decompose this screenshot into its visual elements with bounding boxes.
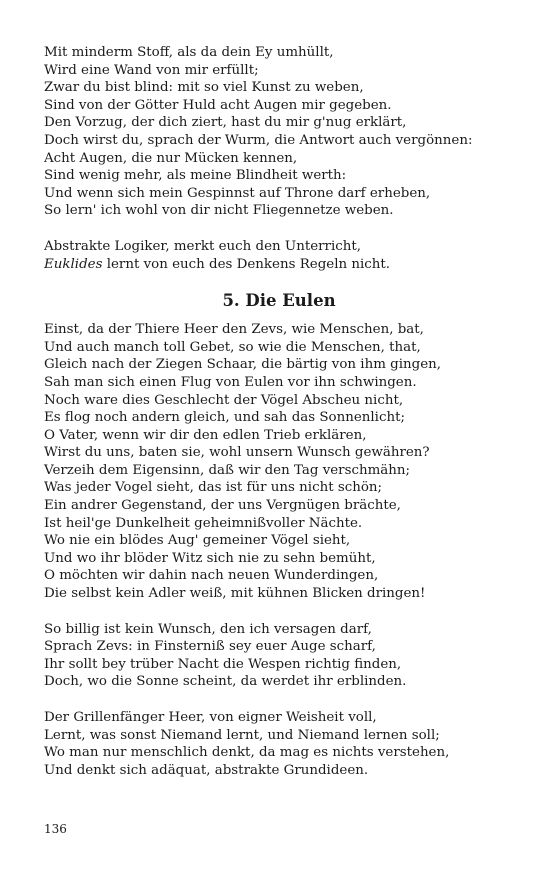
verse-line: Ist heil'ge Dunkelheit geheimnißvoller Nächte. — [44, 515, 363, 531]
verse-line: Ihr sollt bey trüber Nacht die Wespen richtig finden, — [44, 656, 402, 672]
verse-line: Und wenn sich mein Gespinnst auf Throne darf erheben, — [44, 185, 431, 201]
verse-line: Wo nie ein blödes Aug' gemeiner Vögel sieht, — [44, 533, 351, 549]
verse-line: Gleich nach der Ziegen Schaar, die bärtig von ihm gingen, — [44, 357, 442, 373]
verse-line: Und denkt sich adäquat, abstrakte Grundideen. — [44, 762, 369, 778]
stanza-owls-request — [44, 321, 514, 603]
verse-line: Sah man sich einen Flug von Eulen vor ihn schwingen. — [44, 374, 417, 390]
book-page — [44, 44, 514, 797]
verse-line: Sind von der Götter Huld acht Augen mir gegeben. — [44, 97, 392, 113]
verse-line: Verzeih dem Eigensinn, daß wir den Tag verschmähn; — [44, 462, 411, 478]
verse-line: Ein andrer Gegenstand, der uns Vergnügen brächte, — [44, 498, 401, 514]
verse-line: Abstrakte Logiker, merkt euch den Unterricht, — [44, 238, 361, 254]
verse-line: Mit minderm Stoff, als da dein Ey umhüllt, — [44, 45, 334, 60]
italic-name-euklides: Euklides — [44, 256, 103, 272]
verse-line: Was jeder Vogel sieht, das ist für uns nicht schön; — [44, 480, 383, 496]
stanza-moral-logiker — [44, 238, 514, 273]
verse-line: Acht Augen, die nur Mücken kennen, — [44, 150, 298, 166]
verse-line: Die selbst kein Adler weiß, mit kühnen Blicken dringen! — [44, 586, 426, 602]
verse-line: Sprach Zevs: in Finsterniß sey euer Auge scharf, — [44, 639, 376, 655]
verse-line: O Vater, wenn wir dir den edlen Trieb erklären, — [44, 427, 367, 443]
verse-line: So billig ist kein Wunsch, den ich versagen darf, — [44, 621, 372, 637]
stanza-zevs-answer — [44, 621, 514, 691]
verse-line: Wo man nur menschlich denkt, da mag es nichts verstehen, — [44, 745, 450, 761]
verse-line: Noch ware dies Geschlecht der Vögel Abscheu nicht, — [44, 392, 404, 408]
section-heading: 5. Die Eulen — [222, 291, 336, 311]
verse-line: Einst, da der Thiere Heer den Zevs, wie Menschen, bat, — [44, 322, 424, 338]
verse-line: Den Vorzug, der dich ziert, hast du mir g'nug erklärt, — [44, 115, 407, 131]
verse-line: O möchten wir dahin nach neuen Wunderdingen, — [44, 568, 379, 584]
verse-line: Zwar du bist blind: mit so viel Kunst zu weben, — [44, 80, 364, 96]
stanza-spider-reply — [44, 44, 514, 220]
verse-line: Doch wirst du, sprach der Wurm, die Antwort auch vergönnen: — [44, 132, 473, 148]
verse-line: Es flog noch andern gleich, und sah das Sonnenlicht; — [44, 410, 405, 426]
page-number: 136 — [44, 822, 67, 836]
verse-line: So lern' ich wohl von dir nicht Fliegennetze weben. — [44, 203, 394, 219]
verse-line: Sind wenig mehr, als meine Blindheit werth: — [44, 168, 347, 184]
verse-line: Und wo ihr blöder Witz sich nie zu sehn bemüht, — [44, 550, 376, 566]
verse-line: Wird eine Wand von mir erfüllt; — [44, 62, 259, 78]
verse-line-rest: lernt von euch des Denkens Regeln nicht. — [102, 256, 391, 272]
verse-line: Lernt, was sonst Niemand lernt, und Niemand lernen soll; — [44, 727, 440, 743]
verse-line-with-italic — [44, 256, 514, 274]
stanza-moral-grillenfaenger — [44, 709, 514, 779]
verse-line: Der Grillenfänger Heer, von eigner Weisheit voll, — [44, 710, 377, 725]
verse-line: Doch, wo die Sonne scheint, da werdet ihr erblinden. — [44, 674, 407, 690]
verse-line: Wirst du uns, baten sie, wohl unsern Wunsch gewähren? — [44, 445, 430, 461]
verse-line: Und auch manch toll Gebet, so wie die Menschen, that, — [44, 339, 421, 355]
